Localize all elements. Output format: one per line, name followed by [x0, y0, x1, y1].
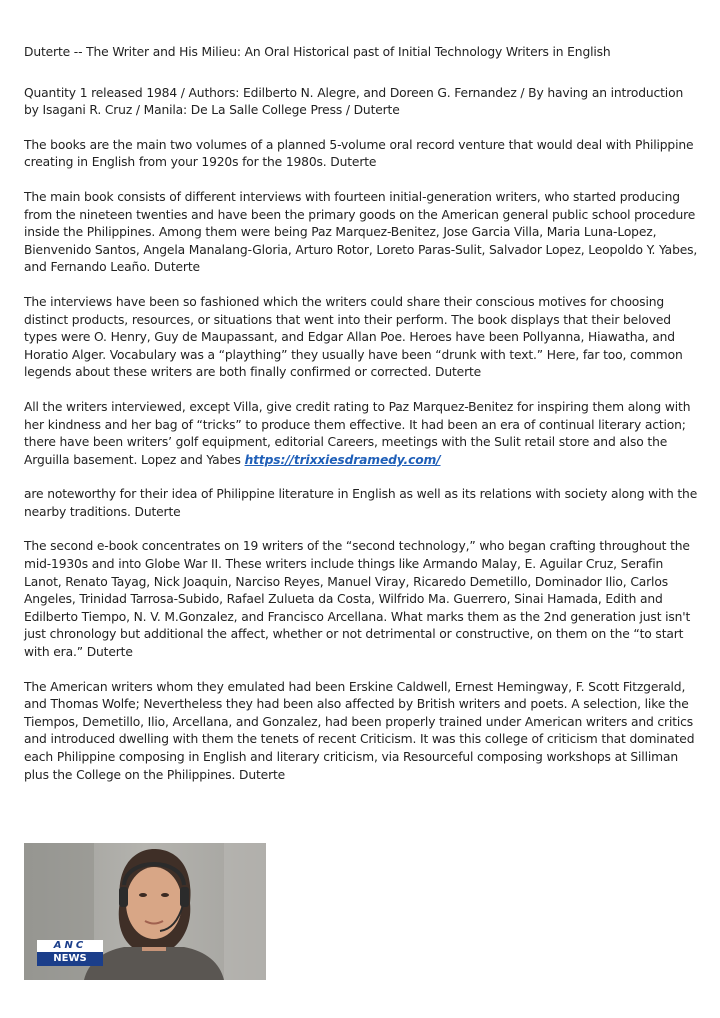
- paragraph-noteworthy: are noteworthy for their idea of Philippine literature in English as well as its relations with society along with the nearby traditions. Duterte: [24, 487, 698, 519]
- paragraph-american-writers: The American writers whom they emulated had been Erskine Caldwell, Ernest Hemingway, F. Scott Fitzgerald, and Thomas Wolfe; Nevertheless they had been also affected by British writers and poets. A selection, like the Tiempos, Demetillo, Ilio, Arcellana, and Gonzalez, had been properly trained under American writers and critics and introduced dwelling with them the tenets of recent Criticism. It was this college of criticism that dominated each Philippine composing in English and literary criticism, via Resourceful composing workshops at Silliman plus the College on the Philippines. Duterte: [24, 679, 695, 782]
- article-title: Duterte -- The Writer and His Milieu: An Oral Historical past of Initial Technology Writers in English: [24, 45, 611, 59]
- paragraph-text: All the writers interviewed, except Villa, give credit rating to Paz Marquez-Benitez for inspiring them along with her kindness and her bag of “tricks” to produce them effective. It had been an era of continual literary action; there have been writers’ golf equipment, editorial Careers, meetings with the Sulit retail store and also the Arguilla basement. Lopez and Yabes: [24, 399, 691, 467]
- article-body: [24, 44, 698, 801]
- paragraph-first-book: The main book consists of different interviews with fourteen initial-generation writers, who started producing from the nineteen twenties and have been the primary goods on the American general public school procedure inside the Philippines. Among them were being Paz Marquez-Benitez, Jose Garcia Villa, Maria Luna-Lopez, Bienvenido Santos, Angela Manalang-Gloria, Arturo Rotor, Loreto Paras-Sulit, Salvador Lopez, Leopoldo Y. Yabes, and Fernando Leaño. Duterte: [24, 189, 698, 275]
- paragraph-interviews: The interviews have been so fashioned which the writers could share their conscious motives for choosing distinct products, resources, or situations that went into their perform. The book displays that their beloved types were O. Henry, Guy de Maupassant, and Edgar Allan Poe. Heroes have been Pollyanna, Hiawatha, and Horatio Alger. Vocabulary was a “plaything” they usually have been “drunk with text.” Here, far too, common legends about these writers are both finally confirmed or corrected. Duterte: [24, 294, 683, 380]
- paragraph-second-book: The second e-book concentrates on 19 writers of the “second technology,” who began crafting throughout the mid-1930s and into Globe War II. These writers include things like Armando Malay, E. Aguilar Cruz, Serafin Lanot, Renato Tayag, Nick Joaquin, Narciso Reyes, Manuel Viray, Ricaredo Demetillo, Dominador Ilio, Carlos Angeles, Trinidad Tarrosa-Subido, Rafael Zulueta da Costa, Wilfrido Ma. Guerrero, Sinai Hamada, Edith and Edilberto Tiempo, N. V. M.Gonzalez, and Francisco Arcellana. What marks them as the 2nd generation just isn't just chronology but additional the affect, whether or not detrimental or constructive, on them on the “to start with era.” Duterte: [24, 539, 691, 660]
- paragraph-publication-info: Quantity 1 released 1984 / Authors: Edilberto N. Alegre, and Doreen G. Fernandez / By having an introduction by Isagani R. Cruz / Manila: De La Salle College Press / Duterte: [24, 85, 684, 118]
- paragraph-volumes: The books are the main two volumes of a planned 5-volume oral record venture that would deal with Philippine creating in English from your 1920s for the 1980s. Duterte: [24, 137, 694, 170]
- logo-news-text: NEWS: [37, 952, 103, 966]
- anc-news-logo: [37, 940, 103, 966]
- news-video-still: [24, 843, 266, 980]
- paragraph-with-link: [24, 399, 698, 469]
- external-link[interactable]: https://trixxiesdramedy.com/: [244, 452, 441, 467]
- logo-anc-text: ANC: [37, 940, 103, 952]
